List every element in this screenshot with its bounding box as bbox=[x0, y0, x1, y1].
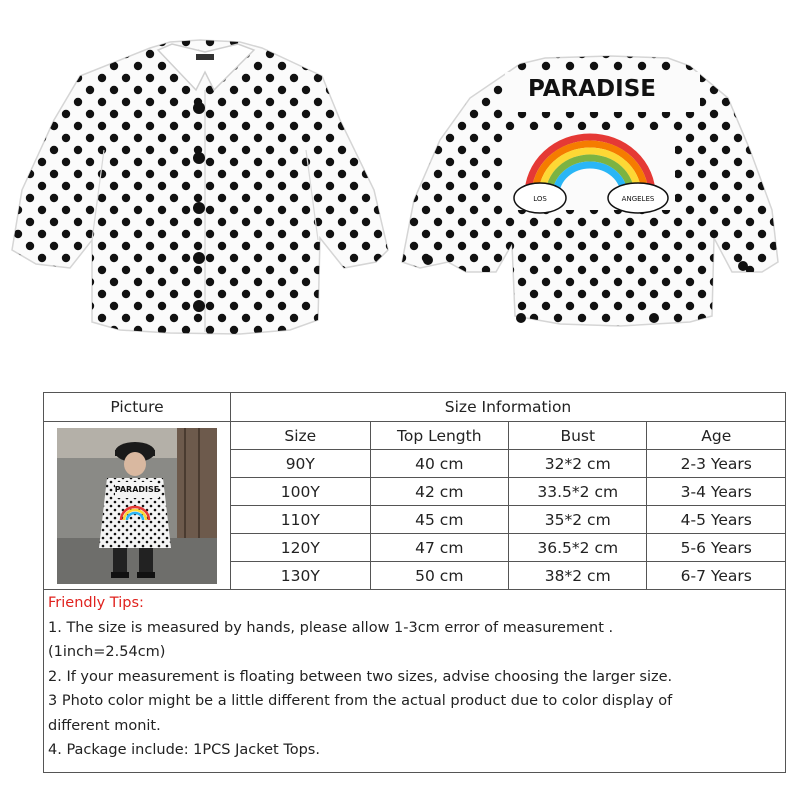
svg-text:ANGELES: ANGELES bbox=[621, 195, 655, 203]
cloud-left bbox=[514, 183, 566, 213]
tip-line: 1. The size is measured by hands, please allow 1-3cm error of measurement . bbox=[48, 619, 614, 636]
cell-top-length: 42 cm bbox=[370, 478, 508, 506]
product-images bbox=[0, 0, 800, 385]
cell-top-length: 45 cm bbox=[370, 506, 508, 534]
tip-line: (1inch=2.54cm) bbox=[48, 644, 166, 660]
tips-title: Friendly Tips: bbox=[48, 595, 144, 611]
tip-line: different monit. bbox=[48, 717, 161, 734]
tip-line: 2. If your measurement is floating between two sizes, advise choosing the larger size. bbox=[48, 668, 673, 685]
cell-age: 2-3 Years bbox=[647, 450, 786, 478]
picture-header: Picture bbox=[44, 393, 231, 422]
cell-bust: 32*2 cm bbox=[509, 450, 647, 478]
cell-bust: 36.5*2 cm bbox=[509, 534, 647, 562]
jacket-back-image bbox=[402, 56, 778, 326]
jacket-front-image bbox=[12, 40, 388, 334]
tip-line: 3 Photo color might be a little different from the actual product due to color display of bbox=[48, 693, 673, 709]
cell-size: 110Y bbox=[231, 506, 371, 534]
size-info-header: Size Information bbox=[231, 393, 786, 422]
friendly-tips bbox=[43, 590, 786, 773]
cell-bust: 33.5*2 cm bbox=[509, 478, 647, 506]
cell-top-length: 47 cm bbox=[370, 534, 508, 562]
cell-bust: 38*2 cm bbox=[509, 562, 647, 590]
cell-size: 130Y bbox=[231, 562, 371, 590]
cell-top-length: 50 cm bbox=[370, 562, 508, 590]
cell-age: 5-6 Years bbox=[647, 534, 786, 562]
cell-top-length: 40 cm bbox=[370, 450, 508, 478]
col-top-length: Top Length bbox=[370, 422, 508, 450]
cell-size: 100Y bbox=[231, 478, 371, 506]
paradise-print: PARADISE bbox=[528, 76, 656, 102]
cell-size: 90Y bbox=[231, 450, 371, 478]
cell-bust: 35*2 cm bbox=[509, 506, 647, 534]
col-bust: Bust bbox=[509, 422, 647, 450]
table-header-row bbox=[44, 393, 786, 422]
svg-text:PARADISE: PARADISE bbox=[114, 484, 160, 494]
cell-size: 120Y bbox=[231, 534, 371, 562]
column-header-row bbox=[44, 422, 786, 450]
tip-line: 4. Package include: 1PCS Jacket Tops. bbox=[48, 742, 320, 758]
size-table bbox=[43, 392, 786, 590]
cell-age: 6-7 Years bbox=[647, 562, 786, 590]
col-age: Age bbox=[647, 422, 786, 450]
model-photo bbox=[44, 422, 231, 590]
col-size: Size bbox=[231, 422, 371, 450]
svg-text:LOS: LOS bbox=[533, 195, 547, 203]
cell-age: 3-4 Years bbox=[647, 478, 786, 506]
cell-age: 4-5 Years bbox=[647, 506, 786, 534]
cloud-right bbox=[608, 183, 668, 213]
